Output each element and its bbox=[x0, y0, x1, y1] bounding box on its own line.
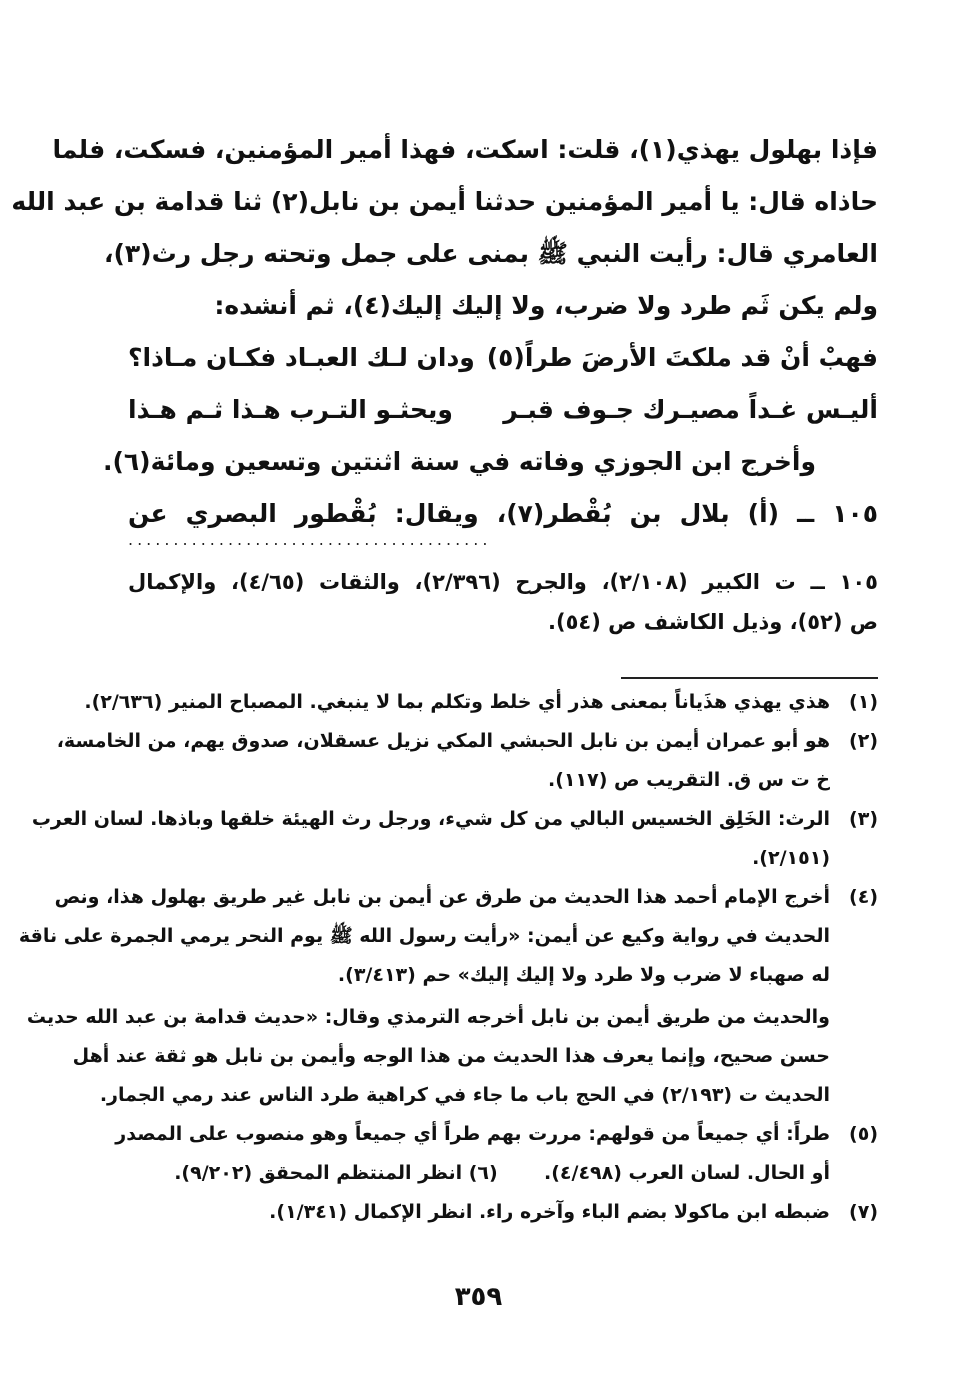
footnotes bbox=[18, 683, 878, 1232]
footnote-rule bbox=[621, 677, 878, 679]
main-line: فإذا بهلول يهذي(١)، قلت: اسكت، فهذا أمير المؤمنين، فسكت، فلما bbox=[52, 135, 878, 164]
verse-second-hemistich: ودان لـك العبـاد فكـان مـاذا؟ bbox=[128, 343, 475, 372]
footnote-line: الرث: الخَلِق الخسيس البالي من كل شيء، ورجل رث الهيئة خلقها وباذها. لسان العرب bbox=[31, 808, 830, 830]
dotted-separator: ........................................ bbox=[128, 530, 492, 549]
main-line: العامري قال: رأيت النبي ﷺ بمنى على جمل وتحته رجل رث(٣)، bbox=[103, 239, 878, 268]
footnote-line: هو أبو عمران أيمن بن نابل الحبشي المكي نزيل عسقلان، صدوق يهم، من الخامسة، bbox=[56, 730, 830, 752]
footnote-line: الحديث ت (٢/١٩٣) في الحج باب ما جاء في كراهية طرد الناس عند رمي الجمار. bbox=[99, 1084, 830, 1106]
footnote-line: أخرج الإمام أحمد هذا الحديث من طرق عن أيمن بن نابل غير طريق بهلول هذا، ونص bbox=[54, 886, 830, 908]
verse-second-hemistich: ويحثـو التـرب هـذا ثـم هـذا bbox=[128, 395, 453, 424]
sources-line: ص (٥٢)، وذيل الكاشف ص (٥٤). bbox=[548, 610, 878, 634]
page-number: ٣٥٩ bbox=[454, 1282, 503, 1312]
footnote-line: (٢/١٥١). bbox=[752, 847, 830, 869]
footnote-number: (٢) bbox=[849, 730, 878, 752]
main-line: حاذاه قال: يا أمير المؤمنين حدثنا أيمن بن نابل(٢) ثنا قدامة بن عبد الله bbox=[11, 187, 878, 216]
footnote-number: (٤) bbox=[849, 886, 878, 908]
sources-line: ١٠٥ ــ ت الكبير (٢/١٠٨)، والجرح (٢/٣٩٦)، والثقات (٤/٦٥)، والإكمال bbox=[128, 570, 878, 594]
footnote-line: أو الحال. لسان العرب (٤/٤٩٨). (٦) انظر المنتظم المحقق (٩/٢٠٢). bbox=[174, 1162, 830, 1184]
footnote bbox=[128, 1193, 878, 1232]
verse-line bbox=[128, 384, 878, 436]
footnote-number: (٥) bbox=[849, 1123, 878, 1145]
footnote-line: هذي يهذي هذَياناً بمعنى هذر أي خلط وتكلم بما لا ينبغي. المصباح المنير (٢/٦٣٦). bbox=[84, 691, 830, 713]
sources-block bbox=[128, 562, 878, 642]
footnote bbox=[18, 878, 878, 1115]
footnote bbox=[56, 722, 878, 800]
footnote-number: (٧) bbox=[849, 1201, 878, 1223]
footnote bbox=[115, 1115, 878, 1193]
verse-line bbox=[128, 332, 878, 384]
footnote-line: خ ت س ق. التقريب ص (١١٧). bbox=[548, 769, 830, 791]
footnote-line: حسن صحيح، وإنما يعرف هذا الحديث من هذا الوجه وأيمن بن نابل هو ثقة عند أهل bbox=[72, 1045, 830, 1067]
footnote-line: طراً: أي جميعاً من قولهم: مررت بهم طراً أي جميعاً وهو منصوب على المصدر bbox=[115, 1123, 830, 1145]
footnote bbox=[84, 683, 878, 722]
footnote-line: له صهباء لا ضرب ولا طرد ولا إليك إليك» حم (٣/٤١٣). bbox=[337, 964, 830, 986]
footnote bbox=[31, 800, 878, 878]
main-text bbox=[11, 124, 878, 540]
footnote-number: (٣) bbox=[849, 808, 878, 830]
entry-heading-line: ١٠٥ ــ (أ) بلال بن بُقْطر(٧)، ويقال: بُقْطور البصري عن bbox=[128, 499, 878, 528]
main-line: ولم يكن ثَم طرد ولا ضرب، ولا إليك إليك(٤)، ثم أنشده: bbox=[214, 291, 878, 320]
main-line: وأخرج ابن الجوزي وفاته في سنة اثنتين وتسعين ومائة(٦). bbox=[102, 447, 816, 476]
footnote-line: الحديث في رواية وكيع عن أيمن: «رأيت رسول الله ﷺ يوم النحر يرمي الجمرة على ناقة bbox=[18, 925, 830, 947]
verse-first-hemistich: فهبْ أنْ قد ملكتَ الأرضَ طراً(٥) bbox=[486, 343, 878, 372]
footnote-line: والحديث من طريق أيمن بن نابل أخرجه الترمذي وقال: «حديث قدامة بن عبد الله حديث bbox=[26, 1006, 830, 1028]
footnote-number: (١) bbox=[849, 691, 878, 713]
verse-first-hemistich: أليـس غـداً مصيـرك جـوف قبـر bbox=[503, 395, 878, 424]
footnote-line: ضبطه ابن ماكولا بضم الباء وآخره راء. انظر الإكمال (١/٣٤١). bbox=[269, 1201, 830, 1223]
